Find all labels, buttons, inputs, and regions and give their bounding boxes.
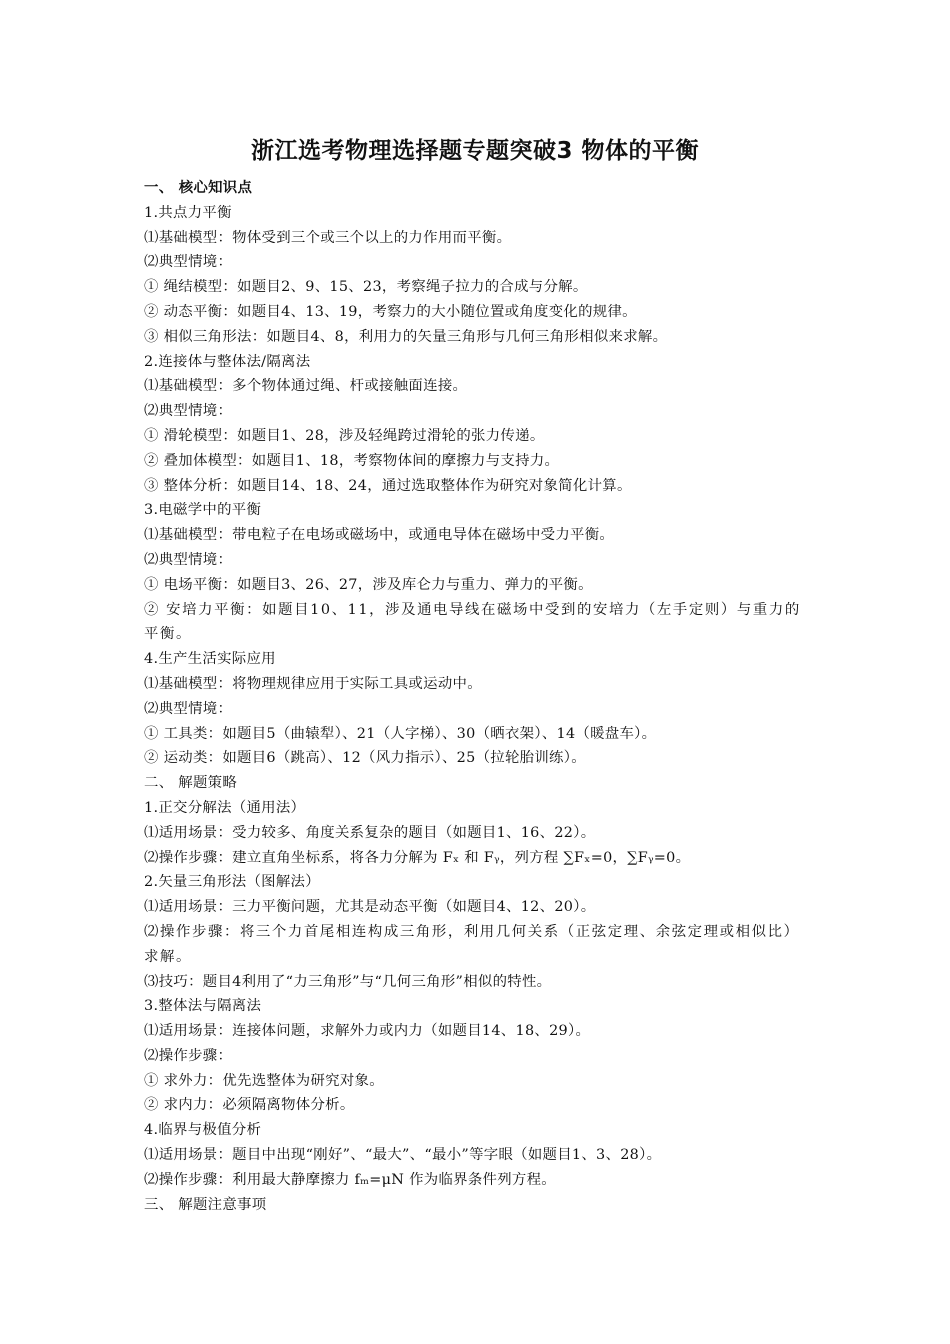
text-line: ③ 整体分析：如题目14、18、24，通过选取整体作为研究对象简化计算。 bbox=[144, 477, 632, 494]
text-line: ⑵操作步骤：建立直角坐标系，将各力分解为 Fₓ 和 Fᵧ，列方程 ∑Fₓ=0，∑Fᵧ=0。 bbox=[144, 849, 691, 866]
text-line: ⑴适用场景：三力平衡问题，尤其是动态平衡（如题目4、12、20）。 bbox=[144, 899, 596, 916]
text-line: ⑴基础模型：将物理规律应用于实际工具或运动中。 bbox=[144, 675, 482, 692]
text-line: ① 工具类：如题目5（曲辕犁）、21（人字梯）、30（晒衣架）、14（暖盘车）。 bbox=[144, 725, 657, 742]
text-line: ⑴基础模型：带电粒子在电场或磁场中，或通电导体在磁场中受力平衡。 bbox=[144, 527, 615, 544]
text-line: ⑴适用场景：题目中出现“刚好”、“最大”、“最小”等字眼（如题目1、3、28）。 bbox=[144, 1147, 662, 1164]
text-line: ② 运动类：如题目6（跳高）、12（风力指示）、25（拉轮胎训练）。 bbox=[144, 750, 586, 767]
text-line: ② 求内力：必须隔离物体分析。 bbox=[144, 1097, 355, 1114]
text-line: ② 叠加体模型：如题目1、18，考察物体间的摩擦力与支持力。 bbox=[144, 452, 560, 469]
text-line: 2.连接体与整体法/隔离法 bbox=[144, 353, 311, 370]
text-line: ⑵典型情境： bbox=[144, 403, 233, 420]
text-line: 4.生产生活实际应用 bbox=[144, 651, 276, 668]
text-line: ⑵典型情境： bbox=[144, 700, 233, 717]
text-line: ⑵典型情境： bbox=[144, 254, 233, 271]
section-heading: 二、 解题策略 bbox=[144, 775, 238, 792]
text-line: 3.电磁学中的平衡 bbox=[144, 502, 262, 519]
text-line: 2.矢量三角形法（图解法） bbox=[144, 874, 320, 891]
text-line: ⑵操作步骤：利用最大静摩擦力 fₘ=μN 作为临界条件列方程。 bbox=[144, 1171, 556, 1188]
text-line: ⑴适用场景：受力较多、角度关系复杂的题目（如题目1、16、22）。 bbox=[144, 824, 596, 841]
document-title: 浙江选考物理选择题专题突破3 物体的平衡 bbox=[250, 138, 699, 164]
text-line: ② 动态平衡：如题目4、13、19，考察力的大小随位置或角度变化的规律。 bbox=[144, 303, 637, 320]
text-line: ⑴基础模型：物体受到三个或三个以上的力作用而平衡。 bbox=[144, 229, 512, 246]
text-line: ① 绳结模型：如题目2、9、15、23，考察绳子拉力的合成与分解。 bbox=[144, 279, 588, 296]
text-line: ① 滑轮模型：如题目1、28，涉及轻绳跨过滑轮的张力传递。 bbox=[144, 427, 545, 444]
text-line: ⑶技巧：题目4利用了“力三角形”与“几何三角形”相似的特性。 bbox=[144, 973, 552, 990]
text-line: ② 安培力平衡：如题目10、11，涉及通电导线在磁场中受到的安培力（左手定则）与重力的平衡。 bbox=[144, 601, 801, 643]
text-line: ⑴基础模型：多个物体通过绳、杆或接触面连接。 bbox=[144, 378, 468, 395]
text-line: 3.整体法与隔离法 bbox=[144, 998, 262, 1015]
section-heading: 一、 核心知识点 bbox=[144, 180, 253, 196]
text-line: ① 电场平衡：如题目3、26、27，涉及库仑力与重力、弹力的平衡。 bbox=[144, 576, 593, 593]
document-body bbox=[144, 176, 810, 1217]
text-line: ① 求外力：优先选整体为研究对象。 bbox=[144, 1072, 384, 1089]
text-line: 1.共点力平衡 bbox=[144, 204, 232, 221]
text-line: 4.临界与极值分析 bbox=[144, 1122, 262, 1139]
section-heading: 三、 解题注意事项 bbox=[144, 1196, 267, 1213]
text-line: ⑵操作步骤：将三个力首尾相连构成三角形，利用几何关系（正弦定理、余弦定理或相似比）求解。 bbox=[144, 923, 800, 965]
text-line: ⑴适用场景：连接体问题，求解外力或内力（如题目14、18、29）。 bbox=[144, 1023, 591, 1040]
text-line: ③ 相似三角形法：如题目4、8，利用力的矢量三角形与几何三角形相似来求解。 bbox=[144, 328, 668, 345]
text-line: ⑵操作步骤： bbox=[144, 1047, 233, 1064]
text-line: 1.正交分解法（通用法） bbox=[144, 799, 306, 816]
text-line: ⑵典型情境： bbox=[144, 551, 233, 568]
